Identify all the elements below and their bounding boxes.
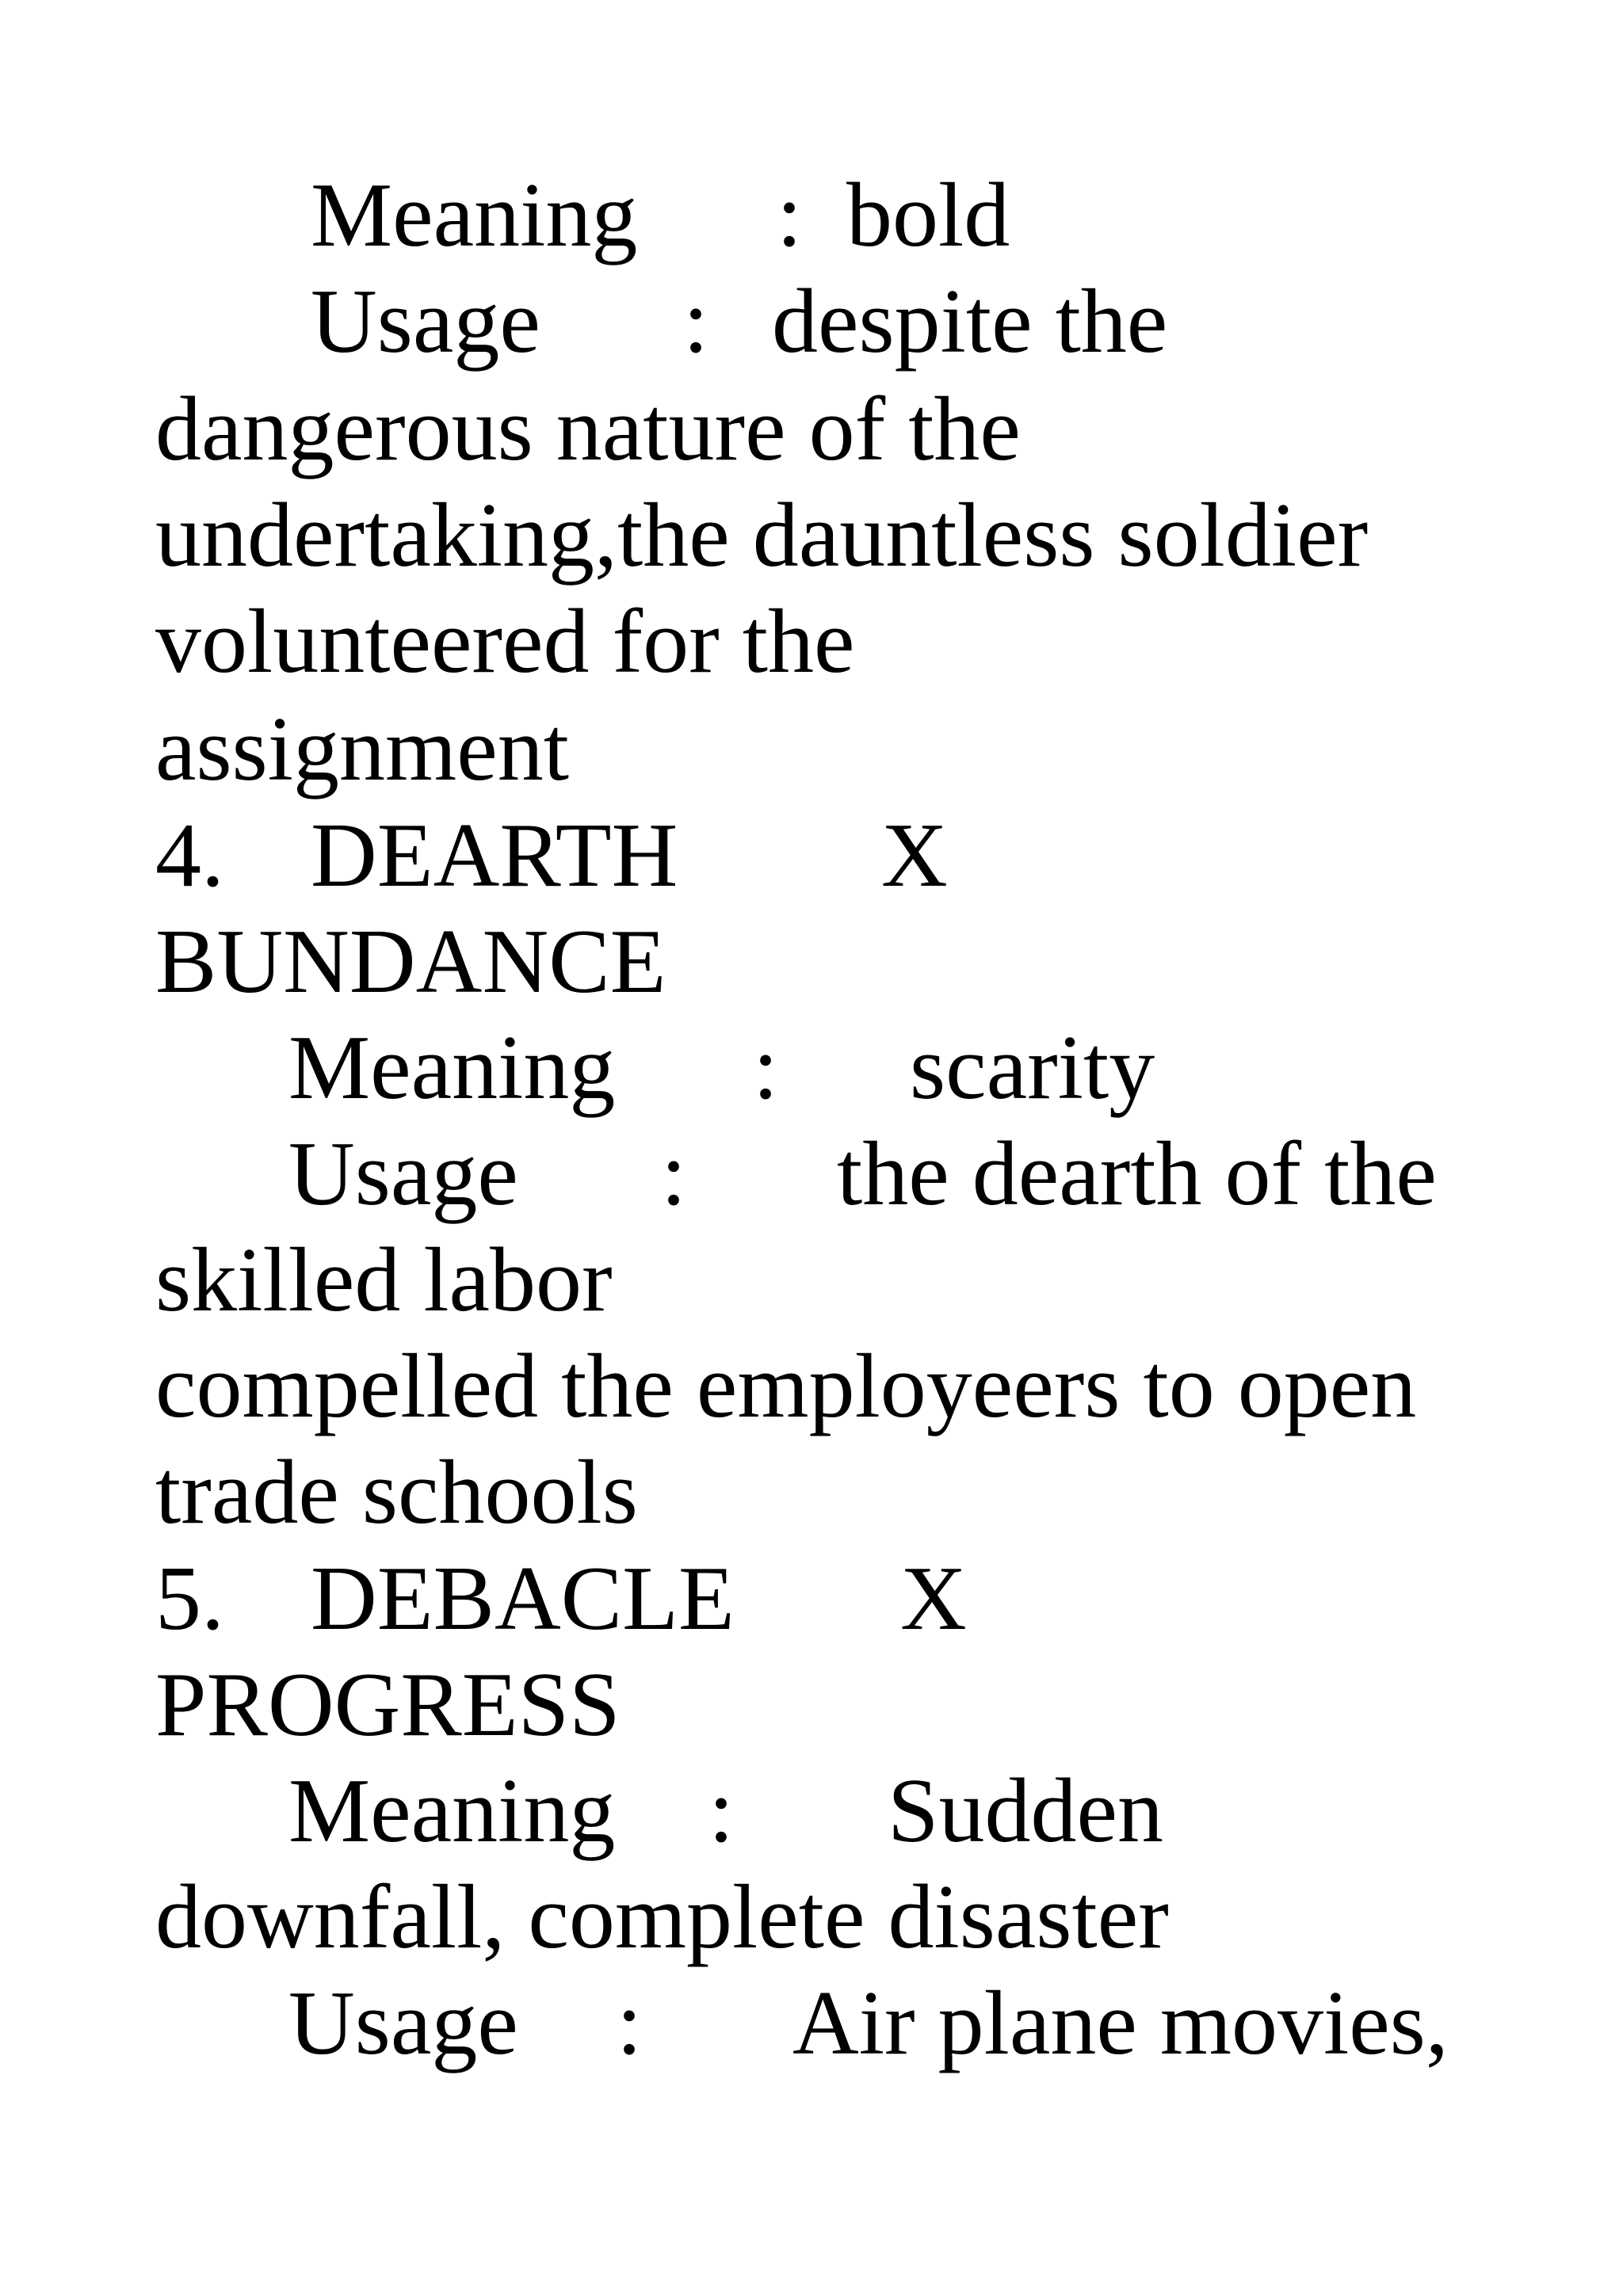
usage-text-line: undertaking,the dauntless soldier — [155, 485, 1369, 586]
entry-antonym: PROGRESS — [155, 1654, 621, 1756]
entry-antonym: BUNDANCE — [155, 911, 666, 1013]
usage-text-line: dangerous nature of the — [155, 379, 1021, 480]
usage-text-start: Air plane movies, — [792, 1973, 1449, 2074]
usage-colon: : — [683, 271, 709, 372]
meaning-colon: : — [753, 1017, 779, 1119]
usage-colon: : — [661, 1123, 687, 1225]
entry-separator: X — [881, 805, 948, 906]
entry-word: DEARTH — [311, 805, 678, 906]
entry-number: 4. — [155, 805, 224, 906]
meaning-text: bold — [846, 165, 1010, 266]
usage-label: Usage — [288, 1123, 518, 1225]
meaning-colon: : — [708, 1760, 735, 1862]
meaning-label: Meaning — [311, 165, 638, 266]
usage-colon: : — [617, 1973, 643, 2074]
usage-text-line: compelled the employeers to open — [155, 1336, 1417, 1437]
entry-word: DEBACLE — [311, 1548, 735, 1650]
usage-text-start: the dearth of the — [837, 1123, 1437, 1225]
usage-text-line: assignment — [155, 699, 569, 800]
meaning-colon: : — [777, 165, 803, 266]
usage-label: Usage — [288, 1973, 518, 2074]
entry-separator: X — [900, 1548, 967, 1650]
meaning-label: Meaning — [288, 1760, 616, 1862]
usage-label: Usage — [311, 271, 540, 372]
meaning-text-line: downfall, complete disaster — [155, 1867, 1169, 1968]
meaning-text: scarity — [910, 1017, 1155, 1119]
usage-text-line: volunteered for the — [155, 591, 855, 692]
usage-text-start: despite the — [772, 271, 1168, 372]
meaning-label: Meaning — [288, 1017, 616, 1119]
usage-text-line: skilled labor — [155, 1230, 613, 1331]
usage-text-line: trade schools — [155, 1442, 638, 1543]
entry-number: 5. — [155, 1548, 224, 1650]
meaning-text-start: Sudden — [888, 1760, 1163, 1862]
